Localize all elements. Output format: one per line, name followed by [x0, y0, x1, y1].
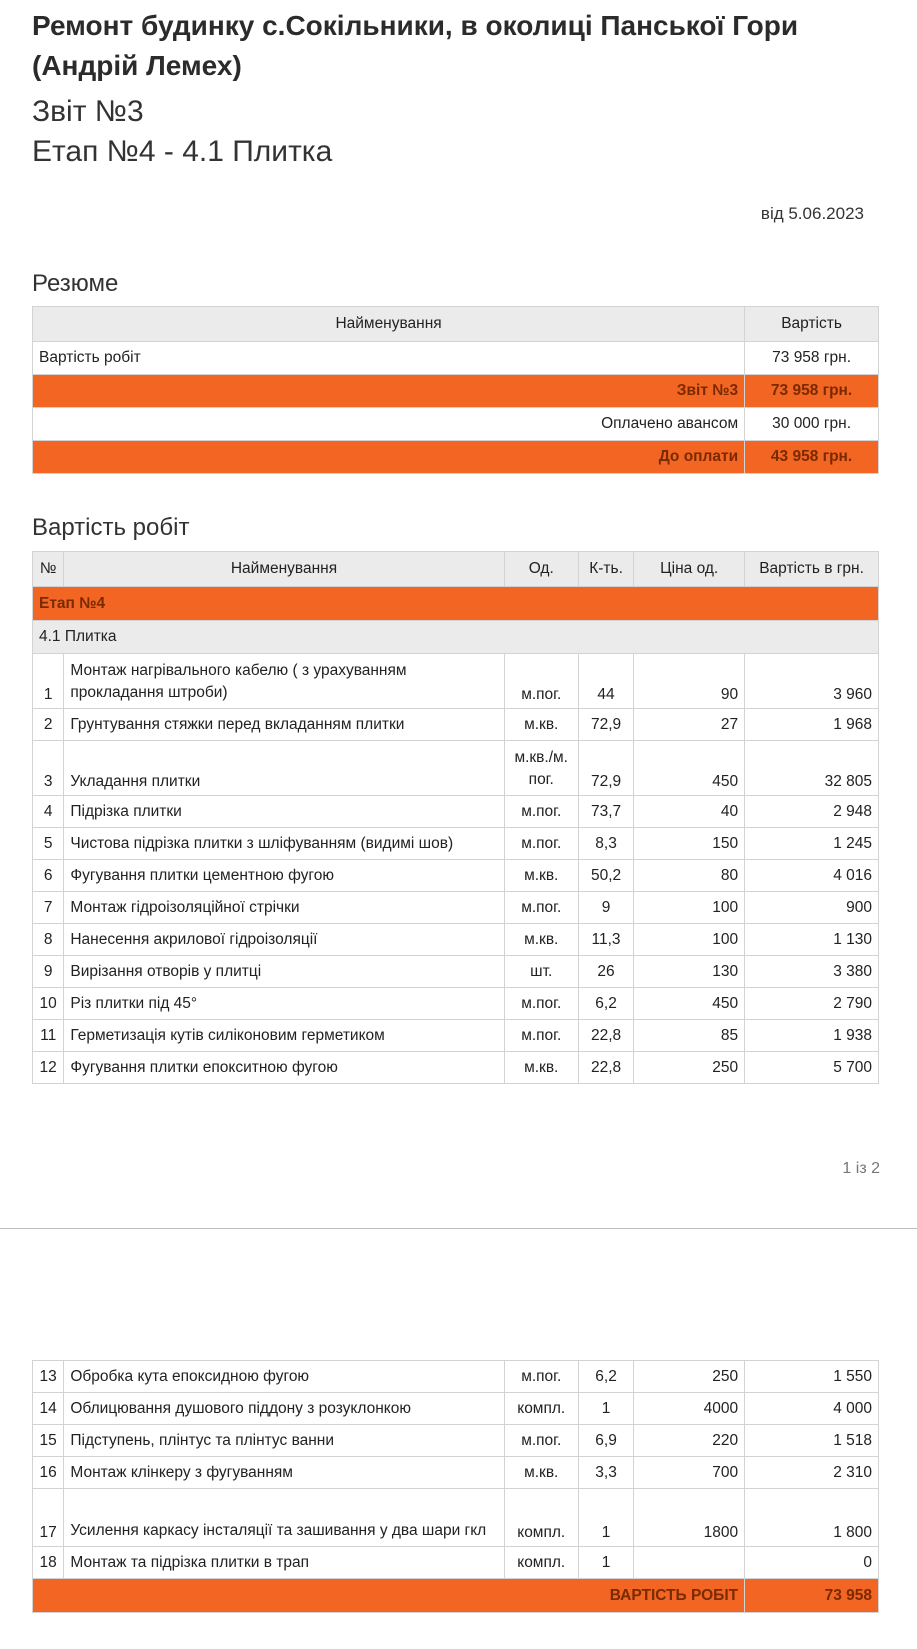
item-price: 4000 [634, 1393, 745, 1425]
col-name: Найменування [64, 552, 504, 587]
item-name: Підступень, плінтус та плінтус ванни [64, 1425, 504, 1457]
summary-label: Вартість робіт [33, 342, 745, 375]
item-total: 1 550 [745, 1361, 879, 1393]
item-qty: 22,8 [578, 1020, 633, 1052]
summary-value: 43 958 грн. [745, 441, 879, 474]
document-title: Ремонт будинку с.Сокільники, в околиці Панської Гори (Андрій Лемех) [32, 10, 799, 81]
summary-row-due [33, 441, 879, 474]
item-number: 12 [33, 1052, 64, 1084]
item-name: Фугування плитки цементною фугою [64, 860, 504, 892]
summary-value: 73 958 грн. [745, 342, 879, 375]
item-unit: м.кв./м. пог. [504, 741, 578, 796]
item-number: 14 [33, 1393, 64, 1425]
item-total: 1 968 [745, 709, 879, 741]
works-items-page-1 [33, 654, 879, 1084]
table-row [33, 1052, 879, 1084]
item-qty: 9 [578, 892, 633, 924]
summary-value: 73 958 грн. [745, 375, 879, 408]
item-total: 1 130 [745, 924, 879, 956]
table-row [33, 1393, 879, 1425]
item-number: 18 [33, 1547, 64, 1579]
table-row [33, 709, 879, 741]
item-name: Нанесення акрилової гідроізоляції [64, 924, 504, 956]
summary-label: До оплати [33, 441, 745, 474]
table-row [33, 1361, 879, 1393]
item-unit: шт. [504, 956, 578, 988]
item-total: 1 245 [745, 828, 879, 860]
item-name: Монтаж гідроізоляційної стрічки [64, 892, 504, 924]
table-row [33, 1425, 879, 1457]
item-price: 450 [634, 988, 745, 1020]
item-qty: 11,3 [578, 924, 633, 956]
table-row [33, 860, 879, 892]
item-qty: 1 [578, 1489, 633, 1547]
item-name: Підрізка плитки [64, 796, 504, 828]
item-number: 9 [33, 956, 64, 988]
item-unit: компл. [504, 1489, 578, 1547]
item-total: 32 805 [745, 741, 879, 796]
item-number: 13 [33, 1361, 64, 1393]
col-qty: К-ть. [578, 552, 633, 587]
item-qty: 72,9 [578, 709, 633, 741]
works-table [32, 551, 879, 1084]
item-unit: м.кв. [504, 1457, 578, 1489]
works-total-label: ВАРТІСТЬ РОБІТ [33, 1579, 745, 1613]
item-unit: м.пог. [504, 1425, 578, 1457]
item-total: 900 [745, 892, 879, 924]
item-qty: 72,9 [578, 741, 633, 796]
item-unit: компл. [504, 1393, 578, 1425]
item-name: Фугування плитки епокситною фугою [64, 1052, 504, 1084]
summary-header-row [33, 307, 879, 342]
item-total: 1 938 [745, 1020, 879, 1052]
report-date: від 5.06.2023 [760, 204, 864, 223]
item-qty: 6,9 [578, 1425, 633, 1457]
item-unit: м.кв. [504, 709, 578, 741]
works-total-value: 73 958 [745, 1579, 879, 1613]
item-name: Чистова підрізка плитки з шліфуванням (видимі шов) [64, 828, 504, 860]
table-row [33, 892, 879, 924]
item-total: 4 000 [745, 1393, 879, 1425]
summary-row-report [33, 375, 879, 408]
item-number: 4 [33, 796, 64, 828]
summary-label: Оплачено авансом [33, 408, 745, 441]
item-unit: компл. [504, 1547, 578, 1579]
item-number: 11 [33, 1020, 64, 1052]
item-price: 85 [634, 1020, 745, 1052]
item-total: 4 016 [745, 860, 879, 892]
item-total: 2 948 [745, 796, 879, 828]
item-qty: 6,2 [578, 988, 633, 1020]
summary-value: 30 000 грн. [745, 408, 879, 441]
item-name: Облицювання душового піддону з розуклонкою [64, 1393, 504, 1425]
summary-col-name: Найменування [33, 307, 745, 342]
item-price: 90 [634, 654, 745, 709]
item-unit: м.кв. [504, 924, 578, 956]
table-row [33, 796, 879, 828]
item-qty: 73,7 [578, 796, 633, 828]
stage-label: Етап №4 [33, 587, 879, 621]
stage-row [33, 587, 879, 621]
item-price: 1800 [634, 1489, 745, 1547]
item-total: 2 790 [745, 988, 879, 1020]
table-row [33, 924, 879, 956]
page-divider [0, 1228, 917, 1229]
item-number: 16 [33, 1457, 64, 1489]
item-price: 100 [634, 924, 745, 956]
item-name: Монтаж клінкеру з фугуванням [64, 1457, 504, 1489]
item-price: 130 [634, 956, 745, 988]
report-number: Звіт №3 [32, 95, 144, 128]
item-price: 450 [634, 741, 745, 796]
table-row [33, 654, 879, 709]
col-unit: Од. [504, 552, 578, 587]
summary-label: Звіт №3 [33, 375, 745, 408]
item-qty: 1 [578, 1393, 633, 1425]
item-unit: м.пог. [504, 1361, 578, 1393]
item-total: 0 [745, 1547, 879, 1579]
item-name: Грунтування стяжки перед вкладанням плитки [64, 709, 504, 741]
table-row [33, 1020, 879, 1052]
item-name: Усилення каркасу інсталяції та зашивання у два шари гкл [64, 1489, 504, 1547]
item-number: 6 [33, 860, 64, 892]
item-price [634, 1547, 745, 1579]
item-unit: м.кв. [504, 1052, 578, 1084]
works-total-row [33, 1579, 879, 1613]
item-number: 7 [33, 892, 64, 924]
page-indicator: 1 із 2 [842, 1160, 880, 1177]
item-unit: м.пог. [504, 988, 578, 1020]
item-qty: 44 [578, 654, 633, 709]
table-row [33, 956, 879, 988]
item-number: 5 [33, 828, 64, 860]
item-number: 1 [33, 654, 64, 709]
item-total: 1 518 [745, 1425, 879, 1457]
col-total: Вартість в грн. [745, 552, 879, 587]
item-price: 220 [634, 1425, 745, 1457]
item-unit: м.пог. [504, 796, 578, 828]
works-table-continued [32, 1360, 879, 1613]
item-total: 2 310 [745, 1457, 879, 1489]
col-price: Ціна од. [634, 552, 745, 587]
summary-row [33, 342, 879, 375]
item-qty: 8,3 [578, 828, 633, 860]
item-unit: м.пог. [504, 1020, 578, 1052]
works-section-title: Вартість робіт [32, 514, 190, 541]
item-price: 700 [634, 1457, 745, 1489]
item-number: 8 [33, 924, 64, 956]
table-row [33, 988, 879, 1020]
table-row [33, 1489, 879, 1547]
item-number: 2 [33, 709, 64, 741]
item-name: Монтаж та підрізка плитки в трап [64, 1547, 504, 1579]
item-price: 27 [634, 709, 745, 741]
item-price: 80 [634, 860, 745, 892]
item-qty: 22,8 [578, 1052, 633, 1084]
item-number: 10 [33, 988, 64, 1020]
item-name: Різ плитки під 45° [64, 988, 504, 1020]
item-unit: м.кв. [504, 860, 578, 892]
works-items-page-2 [33, 1361, 879, 1579]
stage-title: Етап №4 - 4.1 Плитка [32, 135, 333, 168]
item-price: 250 [634, 1361, 745, 1393]
table-row [33, 828, 879, 860]
table-row [33, 1547, 879, 1579]
summary-table [32, 306, 879, 474]
item-number: 15 [33, 1425, 64, 1457]
item-name: Монтаж нагрівального кабелю ( з урахуванням прокладання штроби) [64, 654, 504, 709]
subsection-row [33, 621, 879, 654]
summary-col-cost: Вартість [745, 307, 879, 342]
item-total: 3 960 [745, 654, 879, 709]
subsection-label: 4.1 Плитка [33, 621, 879, 654]
item-number: 17 [33, 1489, 64, 1547]
table-row [33, 741, 879, 796]
item-number: 3 [33, 741, 64, 796]
item-unit: м.пог. [504, 654, 578, 709]
item-price: 150 [634, 828, 745, 860]
item-qty: 26 [578, 956, 633, 988]
item-qty: 3,3 [578, 1457, 633, 1489]
item-total: 1 800 [745, 1489, 879, 1547]
works-header-row [33, 552, 879, 587]
table-row [33, 1457, 879, 1489]
summary-section-title: Резюме [32, 270, 119, 297]
item-name: Укладання плитки [64, 741, 504, 796]
summary-row [33, 408, 879, 441]
item-name: Герметизація кутів силіконовим герметиком [64, 1020, 504, 1052]
item-qty: 1 [578, 1547, 633, 1579]
item-total: 3 380 [745, 956, 879, 988]
item-name: Вирізання отворів у плитці [64, 956, 504, 988]
item-price: 100 [634, 892, 745, 924]
item-qty: 50,2 [578, 860, 633, 892]
item-qty: 6,2 [578, 1361, 633, 1393]
item-total: 5 700 [745, 1052, 879, 1084]
col-no: № [33, 552, 64, 587]
item-unit: м.пог. [504, 892, 578, 924]
item-price: 40 [634, 796, 745, 828]
item-name: Обробка кута епоксидною фугою [64, 1361, 504, 1393]
item-price: 250 [634, 1052, 745, 1084]
item-unit: м.пог. [504, 828, 578, 860]
